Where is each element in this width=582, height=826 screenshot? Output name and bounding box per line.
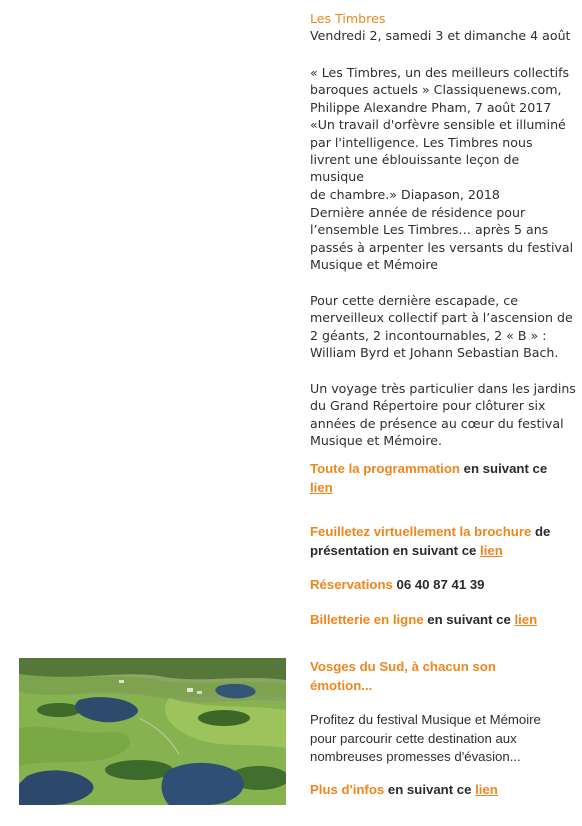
vosges-block — [310, 658, 576, 695]
programmation-link[interactable]: lien — [310, 479, 333, 495]
escapade-line: William Byrd et Johann Sebastian Bach. — [310, 345, 559, 361]
residence-line: Dernière année de résidence pour — [310, 205, 526, 220]
programmation-suffix: en suivant ce — [459, 461, 548, 476]
event-title: Les Timbres — [310, 11, 386, 26]
brochure-suffix-2: présentation en suivant ce — [310, 542, 481, 558]
vosges-body-line: pour parcourir cette destination aux — [310, 730, 517, 746]
voyage-paragraph — [310, 380, 576, 450]
quote-line: Philippe Alexandre Pham, 7 août 2017 — [310, 99, 552, 115]
billetterie-suffix: en suivant ce — [423, 612, 515, 627]
vosges-title-line: émotion... — [310, 677, 373, 693]
voyage-line: du Grand Répertoire pour clôturer six — [310, 398, 546, 414]
reservations-phone: 06 40 87 41 39 — [392, 577, 485, 592]
brochure-link[interactable]: lien — [480, 542, 503, 558]
infos-suffix: en suivant ce — [384, 782, 476, 797]
event-block — [310, 10, 576, 45]
billetterie-row — [310, 611, 576, 630]
vosges-body-line: nombreuses promesses d'évasion... — [310, 749, 521, 764]
residence-line: passés à arpenter les versants du festival — [310, 239, 574, 255]
escapade-line: Pour cette dernière escapade, ce — [310, 293, 518, 308]
escapade-line: merveilleux collectif part à l’ascension de — [310, 310, 573, 326]
vosges-infos-row — [310, 781, 576, 800]
quote-line: par l'intelligence. Les Timbres nous — [310, 134, 533, 150]
vosges-body-line: Profitez du festival Musique et Mémoire — [310, 712, 541, 727]
billetterie-link[interactable]: lien — [514, 612, 538, 627]
landscape-illustration — [19, 658, 286, 805]
reservations-label: Réservations — [310, 577, 393, 592]
quote-line: de chambre.» Diapason, 2018 — [310, 186, 500, 202]
vosges-title-line: Vosges du Sud, à chacun son — [310, 659, 496, 674]
brochure-row — [310, 523, 576, 560]
quote-line: «Un travail d'orfèvre sensible et illuminé — [310, 117, 566, 133]
voyage-line: Musique et Mémoire. — [310, 433, 443, 449]
infos-label: Plus d'infos — [310, 782, 385, 797]
voyage-line: Un voyage très particulier dans les jardins — [310, 381, 576, 396]
residence-line: Musique et Mémoire — [310, 257, 439, 273]
aerial-landscape-photo — [19, 658, 286, 805]
vosges-body — [310, 711, 576, 767]
escapade-paragraph — [310, 292, 576, 362]
infos-link[interactable]: lien — [475, 782, 498, 797]
voyage-line: années de présence au cœur du festival — [310, 415, 564, 431]
event-dates: Vendredi 2, samedi 3 et dimanche 4 août — [310, 28, 571, 44]
programmation-row — [310, 460, 576, 497]
residence-line: l’ensemble Les Timbres… après 5 ans — [310, 222, 549, 238]
programmation-label: Toute la programmation — [310, 461, 460, 476]
quote-line: « Les Timbres, un des meilleurs collectifs — [310, 65, 570, 80]
billetterie-label: Billetterie en ligne — [310, 612, 424, 627]
residence-paragraph — [310, 204, 576, 274]
reservations-row — [310, 576, 576, 595]
event-quotes — [310, 64, 576, 203]
escapade-line: 2 géants, 2 incontournables, 2 « B » : — [310, 327, 547, 343]
quote-line: baroques actuels » Classiquenews.com, — [310, 82, 562, 98]
brochure-suffix: de — [531, 524, 551, 539]
quote-line: livrent une éblouissante leçon de musique — [310, 152, 520, 185]
brochure-label: Feuilletez virtuellement la brochure — [310, 524, 532, 539]
